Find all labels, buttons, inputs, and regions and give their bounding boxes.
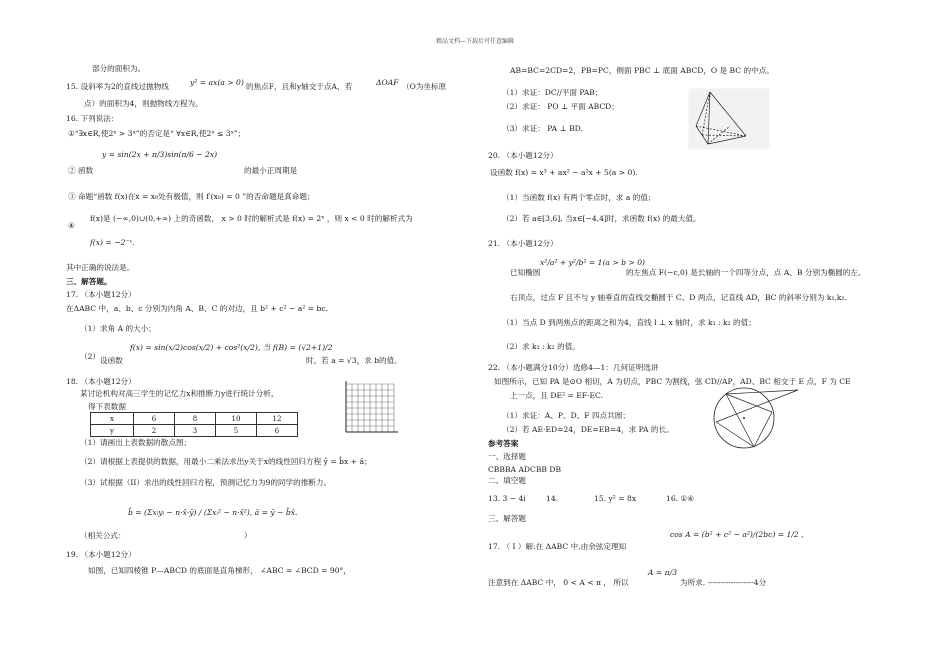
question-18-reference-end: ） [244, 531, 252, 540]
answer-17-line3: 为所求. ------------------4分 [680, 578, 767, 587]
question-19-stem: 如图，已知四棱锥 P—ABCD 的底面是直角梯形， ∠ABC = ∠BCD = 90°， [88, 566, 351, 575]
table-cell: 10 [216, 413, 257, 425]
scatter-grid-figure [340, 380, 400, 438]
question-21-part2: （2）求 k₁ : k₂ 的值。 [502, 342, 580, 351]
question-21-equation: x²/a² + y²/b² = 1(a > b > 0) [540, 258, 645, 267]
question-22-part2: （2）若 AE·ED=24，DE=EB=4，求 PA 的长。 [502, 425, 674, 434]
question-21-stem: 的左焦点 F(−c,0) 是长轴的一个四等分点，点 A、B 分别为椭圆的左、 [626, 268, 866, 277]
question-18-part3: （3）试根据（II）求出的线性回归方程，预测记忆力为9的同学的推断力。 [80, 478, 332, 487]
answer-14: 14. [546, 494, 559, 503]
table-cell: 2 [134, 425, 175, 437]
answers-section3: 三、解答题 [488, 514, 526, 523]
answers-choice-values: CBBBA ADCBB DB [488, 465, 562, 474]
question-22-stem2: 上一点，且 DE² = EF·EC. [510, 391, 603, 400]
question-17-title: 17. （本小题12分） [66, 290, 136, 299]
question-16-item3: ③ 命题“函数 f(x)在x = x₀处有极值，则 f′(x₀) = 0 ”的否命题是真命题； [68, 192, 315, 201]
question-22-stem: 如图所示，已知 PA 是⊙O 相切，A 为切点，PBC 为割线，弦 CD//AP，AD、BC 相交于 E 点，F 为 CE [494, 377, 851, 386]
page-header: 精品文档---下载后可任意编辑 [435, 38, 515, 45]
table-cell: 5 [216, 425, 257, 437]
question-16-item2-end: 的最小正周期是 [244, 166, 298, 175]
pyramid-figure [688, 88, 770, 150]
circle-figure [710, 380, 802, 452]
question-19-part1: （1）求证：DC//平面 PAB； [502, 88, 603, 97]
question-15-part2: 的焦点F，且和y轴交于点A，若 [246, 82, 353, 91]
question-19-part2: （2）求证： PO ⊥ 平面 ABCD； [502, 102, 619, 111]
question-17-stem: 在ΔABC 中，a、b、c 分别为内角 A、B、C 的对边，且 b² + c² − a² = bc. [66, 304, 329, 313]
question-16-item2-equation: y = sin(2x + π/3)sin(π/6 − 2x) [102, 150, 218, 159]
question-15-part1: 15. 设斜率为2的直线过抛物线 [66, 82, 169, 91]
question-20-title: 20. （本小题12分） [488, 151, 558, 160]
table-cell: x [91, 413, 134, 425]
question-18-stem: 某讨论机构对高三学生的记忆力x和推断力y进行统计分析， [80, 389, 279, 398]
question-15-part3: （O为坐标原 [402, 82, 447, 91]
question-19-conditions: AB=BC=2CD=2，PB=PC，侧面 PBC ⊥ 底面 ABCD，O 是 BC 的中点。 [510, 66, 774, 75]
table-row [91, 413, 298, 425]
data-table [90, 412, 298, 437]
question-22-part1: （1）求证：A、P、D、F 四点共圆； [502, 411, 630, 420]
question-16-item2-label: ② 函数 [68, 166, 94, 175]
answers-section2: 二、填空题 [488, 476, 526, 485]
question-15-equation: y² = ax(a > 0) [190, 78, 244, 87]
question-15-triangle: ΔOAF [376, 78, 399, 87]
question-18-title: 18. （本小题12分） [66, 377, 136, 386]
answer-17-line2: 注意到在 ΔABC 中， 0 < A < π ， 所以 [488, 578, 629, 587]
answer-17-equation: cos A = (b² + c² − a²)/(2bc) = 1/2 , [670, 530, 804, 539]
question-19-title: 19. （本小题12分） [66, 550, 136, 559]
question-17-part2-equation: f(x) = sin(x/2)cos(x/2) + cos²(x/2), 当 f(B) = (√2+1)/2 [130, 343, 333, 352]
section-3-title: 三、解答题。 [66, 277, 112, 286]
question-18-formula: b̂ = (Σxᵢyᵢ − n·x̄·ȳ) / (Σxᵢ² − n·x̄²), â = ȳ − b̂x̄. [128, 508, 298, 517]
question-16-item4-marker: ④ [68, 221, 75, 230]
question-16-title: 16. 下列说法： [66, 114, 119, 123]
text-line: 部分的面积为。 [92, 64, 146, 73]
answer-16: 16. ①④ [666, 494, 695, 503]
question-16-item4-b: f(x) = −2⁻ˣ. [90, 238, 135, 247]
question-20-part1: （1）当函数 f(x) 有两个零点时，求 a 的值； [502, 193, 656, 202]
question-16-item4-a: f(x)是 (−∞,0)∪(0,+∞) 上的奇函数， x > 0 时的解析式是 f(x) = 2ˣ ，则 x < 0 时的解析式为 [90, 214, 413, 223]
question-20-stem: 设函数 f(x) = x³ + ax² − a²x + 5(a > 0). [490, 168, 638, 177]
table-cell: 6 [134, 413, 175, 425]
question-16-end: 其中正确的说法是。 [66, 263, 135, 272]
question-16-item1: ①“∃x∈R,使2ˣ > 3ˣ”的否定是“ ∀x∈R,使2ˣ ≤ 3ˣ”； [68, 129, 246, 138]
question-21-title: 21. （本小题12分） [488, 239, 558, 248]
answer-15: 15. y² = 8x [594, 494, 637, 503]
answers-section1: 一、选择题 [488, 452, 526, 461]
answers-title: 参考答案 [488, 439, 519, 448]
table-cell: 8 [175, 413, 216, 425]
question-18-part1: （1）请画出上表数据的散点图； [80, 438, 192, 447]
question-18-part2: （2）请根据上表提供的数据，用最小二乘法求出y关于x的线性回归方程 ŷ = b̂x + â； [80, 457, 372, 466]
question-20-part2: （2）若 a∈[3,6], 当x∈[−4,4]时，求函数 f(x) 的最大值。 [502, 214, 701, 223]
table-row [91, 425, 298, 437]
table-cell: y [91, 425, 134, 437]
question-21-stem-pre: 已知椭圆 [510, 268, 541, 277]
question-21-stem2: 右顶点，过点 F 且不与 y 轴垂直的直线交椭圆于 C、D 两点，记直线 AD，BC 的斜率分别为 k₁,k₂. [510, 293, 847, 302]
question-17-part2-pre: 设函数 [100, 356, 123, 365]
question-18-stem2: 得下表数据 [88, 402, 126, 411]
table-cell: 3 [175, 425, 216, 437]
answer-13: 13. 3 − 4i [488, 494, 526, 503]
answer-17-equation2: A = π/3 [648, 568, 678, 577]
question-17-part2-label: （2） [80, 352, 101, 361]
table-cell: 6 [257, 425, 298, 437]
question-17-part1: （1）求角 A 的大小； [80, 324, 156, 333]
question-18-reference: （相关公式： [80, 531, 126, 540]
question-21-part1: （1）当点 D 到两焦点的距离之和为4，直线 l ⊥ x 轴时，求 k₁ : k₂ 的值； [502, 318, 756, 327]
table-cell: 12 [257, 413, 298, 425]
answer-17-line1: 17. （ I ）解:在 ΔABC 中,由余弦定理知 [488, 542, 627, 551]
question-22-title: 22. （本小题满分10分）选修4—1：几何证明选讲 [488, 363, 659, 372]
question-15-part4: 点）的面积为4，则抛物线方程为。 [84, 99, 203, 108]
question-19-part3: （3）求证： PA ⊥ BD. [502, 124, 583, 133]
question-17-part2-end: 时，若 a = √3，求 b的值。 [306, 356, 402, 365]
